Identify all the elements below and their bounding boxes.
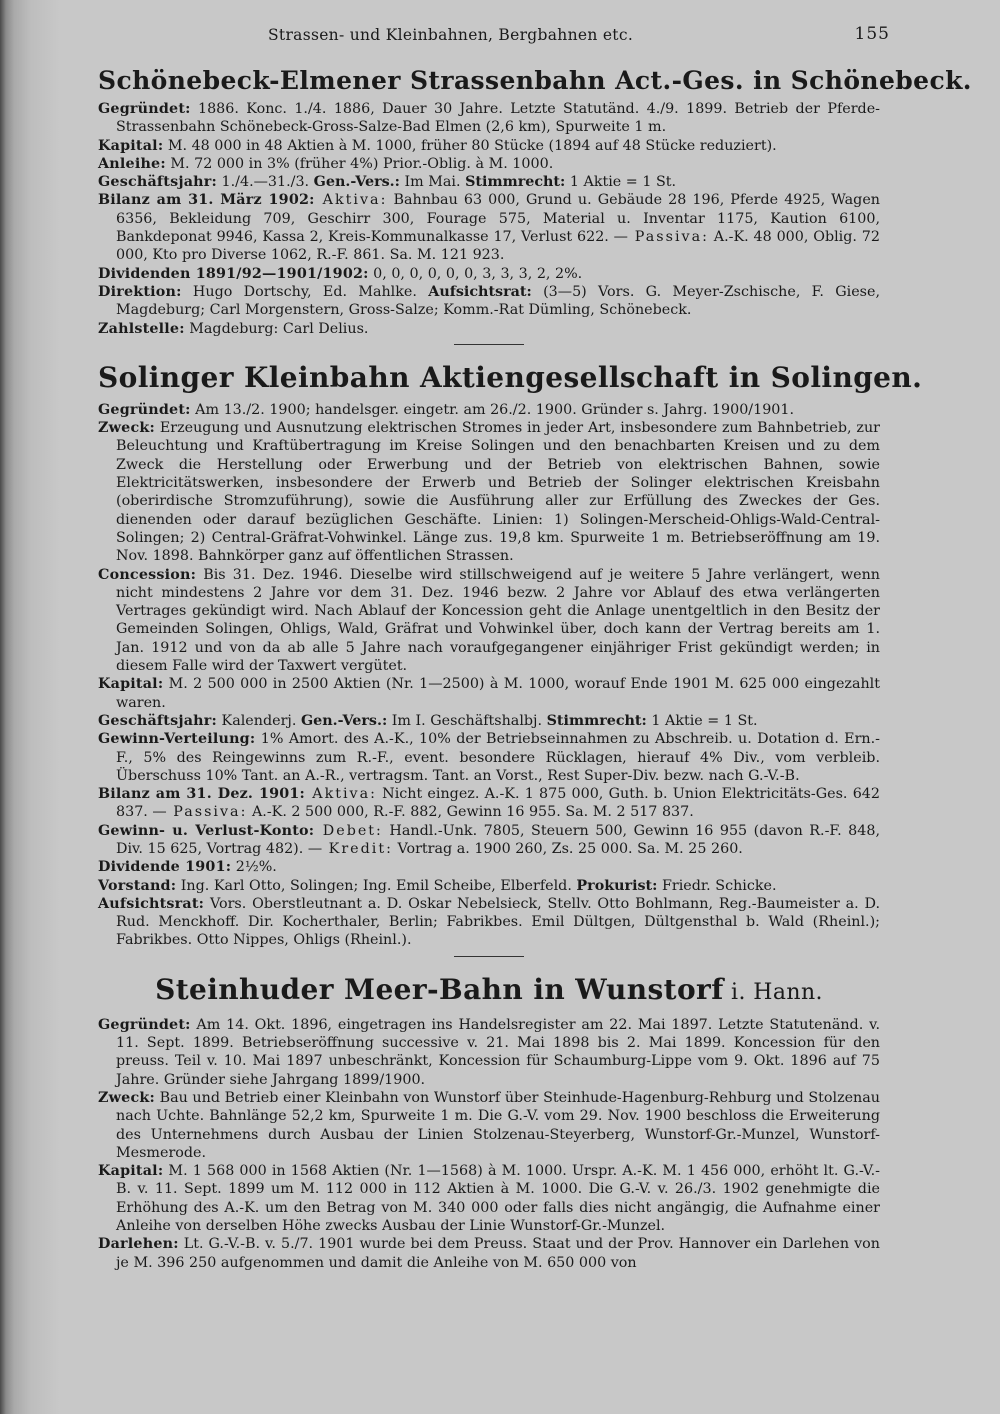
entry-aufsichtsrat (98, 895, 880, 950)
entry-label: Geschäftsjahr: (98, 174, 217, 191)
entry-label: Geschäftsjahr: (98, 712, 217, 729)
company-title: Solinger Kleinbahn Aktiengesellschaft in Solingen. (98, 360, 923, 394)
company-section-solingen (98, 360, 923, 957)
entry-label-aufsichtsrat: Aufsichtsrat: (428, 283, 532, 300)
entry-label: Dividenden 1891/92—1901/1902: (98, 265, 369, 282)
entry-text: 1% Amort. des A.-K., 10% der Betriebseinnahmen zu Abschreib. u. Dotation d. Ern.-F., 5% des Reingewinns zum R.-F., event. besondere Rücklagen, hierauf 4% Div., vom verbleib. Überschuss 10% Tant. an A.-R., vertragsm. Tant. an Vorst., Rest Super-Div. bezw. nach G.-V.-B. (116, 731, 880, 784)
entry-text: Am 13./2. 1900; handelsger. eingetr. am 26./2. 1900. Gründer s. Jahrg. 1900/1901. (190, 401, 795, 418)
entry-label-stimmrecht: Stimmrecht: (546, 712, 647, 729)
entry-bilanz (98, 191, 880, 264)
entry-label: Gewinn- u. Verlust-Konto: (98, 822, 315, 839)
entry-kapital (98, 675, 880, 712)
entry-gegruendet (98, 1016, 880, 1089)
entry-zahlstelle (98, 320, 880, 338)
company-title-suffix: i. Hann. (723, 979, 823, 1005)
entry-dividenden (98, 265, 880, 283)
entry-text: Erzeugung und Ausnutzung elektrischen Stromes in jeder Art, insbesondere zum Bahnbetrieb, zur Beleuchtung und Kraftübertragung im Kreise Solingen und den benachbarten Kreisen und zu dem Zweck die Herstellung oder Erwerbung und der Betrieb von elektrischen Bahnen, sowie Elektricitätswerken, insbesondere der Erwerb und Betrieb der Solinger elektrischen Kreisbahn (oberirdische Stromzuführung), sowie die Ausführung aller zur Erfüllung des Zweckes der Ges. dienenden oder darauf bezüglichen Geschäfte. Linien: 1) Solingen-Merscheid-Ohligs-Wald-Central-Solingen; 2) Central-Gräfrat-Vohwinkel. Länge zus. 19,8 km. Spurweite 1 m. Betriebseröffnung am 19. Nov. 1898. Bahnkörper ganz auf öffentlichen Strassen. (116, 420, 880, 565)
entry-zweck (98, 1089, 880, 1162)
entry-bilanz (98, 785, 880, 822)
entry-text: Nicht eingez. A.-K. 1 875 000, Guth. b. Union Elektricitäts-Ges. 642 837. — (116, 786, 880, 821)
entry-vorstand (98, 877, 880, 895)
page-number: 155 (854, 24, 890, 44)
entry-text: Vors. Oberstleutnant a. D. Oskar Nebelsieck, Stellv. Otto Bohlmann, Reg.-Baumeister a. D. Rud. Menckhoff. Dir. Kocherthaler, Berlin; Fabrikbes. Emil Dültgen, Dültgensthal b. Wald (Rheinl.); Fabrikbes. Otto Nippes, Ohligs (Rheinl.). (116, 895, 880, 949)
entry-text: Ing. Karl Otto, Solingen; Ing. Emil Scheibe, Elberfeld. (176, 877, 577, 894)
entry-gewinn-verlust-konto (98, 822, 880, 859)
entry-label-debet: Debet: (314, 822, 383, 839)
entry-label-passiva: Passiva: (166, 804, 248, 821)
entry-text: M. 1 568 000 in 1568 Aktien (Nr. 1—1568) à M. 1000. Urspr. A.-K. M. 1 456 000, erhöht lt. G.-V.-B. v. 11. Sept. 1899 um M. 112 000 in 112 Aktien à M. 1000. Die G.-V. v. 26./3. 1902 genehmigte die Erhöhung des A.-K. um den Betrag von M. 340 000 oder falls dies nicht angängig, die Aufnahme einer Anleihe von derselben Höhe zwecks Ausbau der Linie Wunstorf-Gr.-Munzel. (116, 1163, 880, 1235)
entry-text: M. 48 000 in 48 Aktien à M. 1000, früher 80 Stücke (1894 auf 48 Stücke reduziert). (163, 137, 777, 154)
entry-label: Zweck: (98, 1089, 155, 1106)
company-section-steinhude (98, 973, 880, 1272)
entry-text: Bis 31. Dez. 1946. Dieselbe wird stillschweigend auf je weitere 5 Jahre verlängert, wenn nicht mindestens 2 Jahre vor dem 31. Dez. 1946 bezw. 2 Jahre vor Ablauf des etwa verlängerten Vertrages gekündigt wird. Nach Ablauf der Koncession geht die Anlage unentgeltlich in den Besitz der Gemeinden Solingen, Ohligs, Wald, Gräfrat und Vohwinkel über, doch kann der Vertrag bereits am 1. Jan. 1912 und von da ab alle 5 Jahre nach voraufgegangener einjähriger Frist gekündigt werden; in diesem Falle wird der Taxwert vergütet. (116, 566, 880, 675)
running-title: Strassen- und Kleinbahnen, Bergbahnen etc. (268, 26, 634, 44)
entry-label: Bilanz am 31. März 1902: (98, 192, 315, 209)
entry-label: Concession: (98, 566, 197, 583)
entry-gewinn-verteilung (98, 730, 880, 785)
company-title-main: Steinhuder Meer-Bahn in Wunstorf (155, 972, 724, 1006)
entry-label: Kapital: (98, 1163, 164, 1180)
entry-text: Am 14. Okt. 1896, eingetragen ins Handelsregister am 22. Mai 1897. Letzte Statutenänd. v. 11. Sept. 1899. Betriebseröffnung successive v. 21. Mai 1898 bis 2. Mai 1899. Koncession für den preuss. Teil v. 10. Mai 1897 unbeschränkt, Koncession für Schaumburg-Lippe vom 9. Okt. 1896 auf 75 Jahre. Gründer siehe Jahrgang 1899/1900. (116, 1016, 880, 1088)
entry-label: Darlehen: (98, 1236, 179, 1253)
entry-text: Im Mai. (399, 174, 466, 191)
entry-label: Direktion: (98, 283, 182, 300)
company-section-schoenebeck (98, 66, 972, 345)
entry-text: M. 72 000 in 3% (früher 4%) Prior.-Oblig. à M. 1000. (165, 155, 554, 172)
entry-label-prokurist: Prokurist: (576, 877, 658, 894)
entry-text: 1886. Konc. 1./4. 1886, Dauer 30 Jahre. Letzte Statutänd. 4./9. 1899. Betrieb der Pferde-Strassenbahn Schönebeck-Gross-Salze-Bad Elmen (2,6 km), Spurweite 1 m. (116, 101, 880, 136)
entry-label: Gegründet: (98, 401, 191, 418)
entry-concession (98, 566, 880, 676)
entry-label-stimmrecht: Stimmrecht: (465, 174, 566, 191)
entry-label-aktiva: Aktiva: (314, 192, 388, 209)
entry-label: Dividende 1901: (98, 859, 232, 876)
entry-text: Hugo Dortschy, Ed. Mahlke. (181, 283, 429, 300)
entry-text: Bahnbau 63 000, Grund u. Gebäude 28 196, Pferde 4925, Wagen 6356, Bekleidung 709, Geschirr 300, Fourage 575, Material u. Inventar 1175, Kaution 6100, Bankdeponat 9946, Kassa 2, Kreis-Kommunalkasse 17, Verlust 622. — (116, 192, 880, 246)
entry-label-gen-vers: Gen.-Vers.: (313, 174, 400, 191)
entry-zweck (98, 419, 880, 565)
entry-text: Handl.-Unk. 7805, Steuern 500, Gewinn 16 955 (davon R.-F. 848, Div. 15 625, Vortrag 482). — (116, 822, 880, 857)
entry-text: 0, 0, 0, 0, 0, 0, 3, 3, 3, 2, 2%. (368, 265, 583, 282)
entry-text: 1 Aktie = 1 St. (565, 174, 677, 191)
entry-label: Vorstand: (98, 877, 177, 894)
entry-label-aktiva: Aktiva: (305, 786, 377, 803)
section-divider (454, 344, 524, 345)
entry-text: (3—5) Vors. G. Meyer-Zschische, F. Giese, Magdeburg; Carl Morgenstern, Gross-Salze; Komm.-Rat Dümling, Schönebeck. (116, 283, 881, 319)
entry-darlehen (98, 1235, 880, 1272)
entry-text: Kalenderj. (216, 712, 301, 729)
company-title (98, 973, 880, 1010)
entry-text: A.-K. 2 500 000, R.-F. 882, Gewinn 16 955. Sa. M. 2 517 837. (247, 804, 694, 821)
entry-label: Aufsichtsrat: (98, 895, 205, 912)
entry-kapital (98, 137, 880, 155)
entry-label: Bilanz am 31. Dez. 1901: (98, 786, 306, 803)
entry-label: Anleihe: (98, 155, 166, 172)
entry-text: Lt. G.-V.-B. v. 5./7. 1901 wurde bei dem Preuss. Staat und der Prov. Hannover ein Darlehen von je M. 396 250 aufgenommen und damit die Anleihe von M. 650 000 von (116, 1236, 880, 1271)
entry-label: Zweck: (98, 420, 155, 437)
entry-text: Vortrag a. 1900 260, Zs. 25 000. Sa. M. 25 260. (392, 840, 743, 857)
entry-text: 1 Aktie = 1 St. (646, 712, 758, 729)
entry-text: 2½%. (231, 859, 277, 876)
entry-text: Magdeburg: Carl Delius. (184, 320, 369, 337)
entry-label: Kapital: (98, 676, 164, 693)
entry-label: Gegründet: (98, 1016, 191, 1033)
entry-gegruendet (98, 401, 880, 419)
entry-kapital (98, 1162, 880, 1235)
running-head (98, 20, 890, 56)
entry-label: Zahlstelle: (98, 320, 185, 337)
entry-text: 1./4.—31./3. (216, 174, 314, 191)
entry-geschaeftsjahr (98, 712, 880, 730)
entry-label-passiva: Passiva: (627, 229, 709, 246)
entry-text: Bau und Betrieb einer Kleinbahn von Wunstorf über Steinhude-Hagenburg-Rehburg und Stolzenau nach Uchte. Bahnlänge 52,2 km, Spurweite 1 m. Die G.-V. vom 29. Nov. 1900 beschloss die Erweiterung des Unternehmens durch Ausbau der Linien Stolzenau-Steyerberg, Wunstorf-Gr.-Munzel, Wunstorf-Mesmerode. (116, 1089, 880, 1161)
entry-text: M. 2 500 000 in 2500 Aktien (Nr. 1—2500) à M. 1000, worauf Ende 1901 M. 625 000 eingezahlt waren. (116, 676, 880, 711)
entry-text: Friedr. Schicke. (657, 877, 777, 894)
entry-text: Im I. Geschäftshalbj. (387, 712, 547, 729)
entry-label: Gewinn-Verteilung: (98, 731, 256, 748)
entry-text: A.-K. 48 000, Oblig. 72 000, Kto pro Diverse 1062, R.-F. 861. Sa. M. 121 923. (116, 229, 880, 264)
entry-label: Gegründet: (98, 101, 191, 117)
company-title: Schönebeck-Elmener Strassenbahn Act.-Ges. in Schönebeck. (98, 66, 972, 95)
entry-direktion (98, 283, 880, 320)
entry-geschaeftsjahr (98, 173, 880, 191)
section-divider (454, 956, 524, 957)
entry-gegruendet (98, 100, 880, 137)
entry-label: Kapital: (98, 137, 164, 154)
entry-label-kredit: Kredit: (322, 840, 393, 857)
entry-dividende (98, 858, 880, 876)
entry-anleihe (98, 155, 880, 173)
entry-label-gen-vers: Gen.-Vers.: (300, 712, 388, 729)
